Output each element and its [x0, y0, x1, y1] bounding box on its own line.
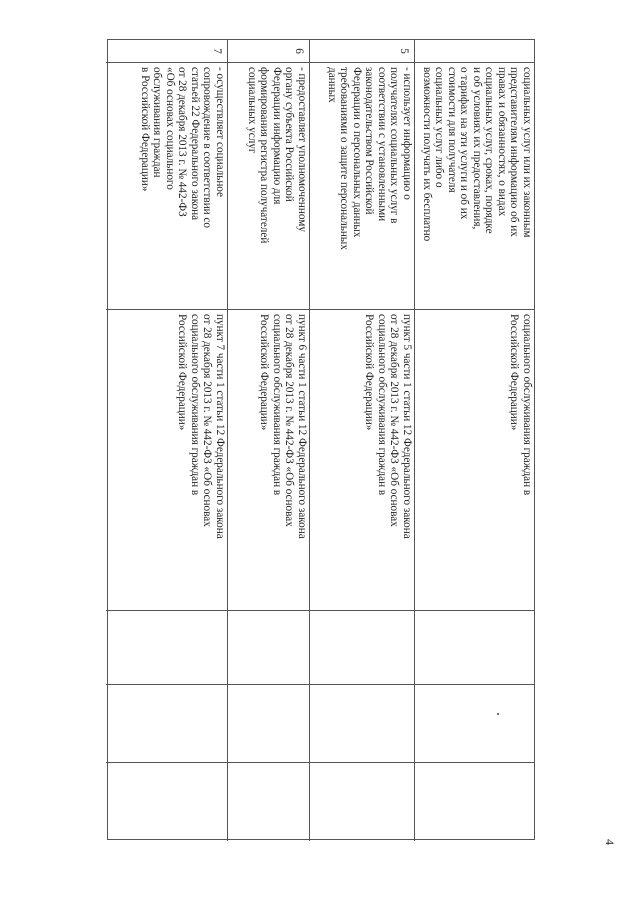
empty-cell	[106, 762, 227, 841]
empty-cell	[310, 610, 414, 684]
row-number: 7	[211, 48, 223, 54]
table-row	[310, 40, 415, 841]
law-reference-cell	[415, 309, 534, 610]
row-number	[415, 40, 534, 62]
requirements-table	[107, 39, 535, 840]
empty-cell	[228, 762, 309, 841]
empty-cell	[106, 610, 227, 684]
empty-cell	[310, 684, 414, 762]
empty-cell	[106, 684, 227, 762]
law-reference-cell	[106, 309, 227, 610]
law-reference-cell	[228, 309, 309, 610]
function-text: - предоставляет уполномоченному органу субъекта Российской Федерации информацию для формирования регистра получателей социальных услуг	[246, 67, 308, 244]
function-cell	[228, 62, 309, 309]
row-number: 6	[293, 48, 305, 54]
table-row	[106, 40, 228, 841]
law-reference-text: пункт 6 части 1 статьи 12 Федерального закона от 28 декабря 2013 г. № 442-ФЗ «Об основах социального обслуживания граждан в Российской Федерации»	[258, 314, 308, 539]
law-reference-cell	[310, 309, 414, 610]
law-reference-text: социального обслуживания граждан в Российской Федерации»	[508, 314, 533, 496]
row-number: 5	[398, 48, 410, 54]
page-number: 4	[603, 839, 617, 845]
empty-cell	[415, 610, 534, 684]
empty-cell	[310, 762, 414, 841]
empty-cell	[415, 684, 534, 762]
law-reference-text: пункт 5 части 1 статьи 12 Федерального закона от 28 декабря 2013 г. № 442-ФЗ «Об основах социального обслуживания граждан в Российской Федерации»	[363, 314, 413, 539]
function-text: социальных услуг или их законным представителям информацию об их правах и обязанностях, о видах социальных услуг, сроках, порядке и об условиях их предоставления, о тарифах на эти услуги и об их стоимости для получателя социальных услуг либо о возможности получать их бесплатно	[421, 67, 533, 242]
function-cell	[106, 62, 227, 309]
function-cell	[415, 62, 534, 309]
empty-cell	[415, 762, 534, 841]
empty-cell	[228, 684, 309, 762]
function-cell	[310, 62, 414, 309]
function-text: - использует информацию о получателях социальных услуг в соответствии с установленными законодательством Российской Федерации о персональных данных требованиями о защите персональных данных	[326, 67, 413, 250]
function-text: - осуществляет социальное сопровождение в соответствии со статьей 22 Федерального закона от 28 декабря 2013 г. № 442-ФЗ «Об основах социального обслуживания граждан в Российской Федерации»	[139, 67, 226, 229]
scan-speck	[497, 713, 499, 715]
empty-cell	[228, 610, 309, 684]
table-row	[228, 40, 310, 841]
table-row	[415, 40, 534, 841]
law-reference-text: пункт 7 части 1 статьи 12 Федерального закона от 28 декабря 2013 г. № 442-ФЗ «Об основах социального обслуживания граждан в Российской Федерации»	[176, 314, 226, 539]
